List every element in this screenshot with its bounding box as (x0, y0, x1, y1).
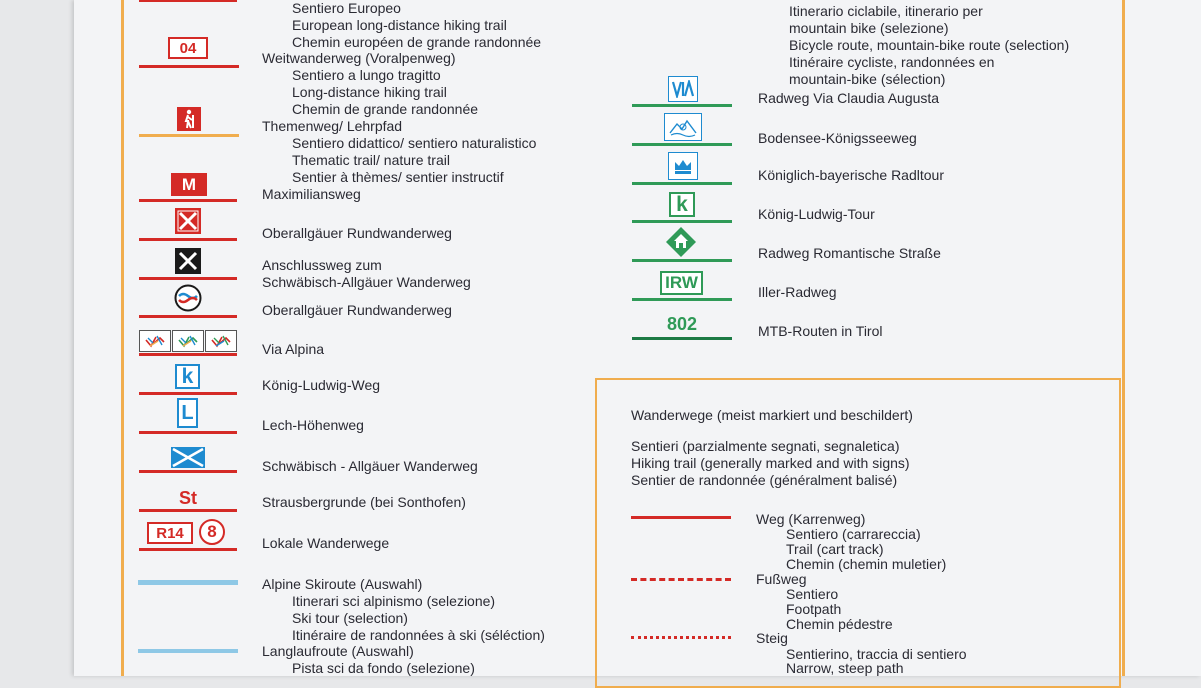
red-line (139, 0, 237, 2)
legend-text: Langlaufroute (Auswahl) (262, 643, 414, 659)
legend-text: Fußweg (756, 571, 807, 587)
legend-text: Strausbergrunde (bei Sonthofen) (262, 494, 466, 510)
legend-text: Itinerari sci alpinismo (selezione) (292, 593, 496, 609)
hiker-icon (177, 107, 201, 131)
green-line (632, 337, 732, 340)
legend-text: MTB-Routen in Tirol (758, 323, 883, 339)
legend-text: Sentiero (carrareccia) (786, 526, 921, 542)
blue-cross-icon (171, 447, 205, 468)
legend-text: Itinéraire cycliste, randonnées en (789, 54, 995, 70)
legend-text: Narrow, steep path (786, 660, 904, 676)
legend-text: mountain-bike (sélection) (789, 71, 946, 87)
local-trail-8-badge: 8 (199, 519, 225, 545)
dotted-path-line (631, 636, 731, 639)
legend-text: Trail (cart track) (786, 541, 884, 557)
legend-text: mountain bike (selezione) (789, 20, 949, 36)
black-cross-icon (175, 248, 201, 274)
via-alpina-icon (172, 330, 204, 352)
ski-route-line (138, 580, 238, 585)
red-line (139, 277, 237, 280)
circle-wave-icon (174, 284, 202, 312)
green-line (632, 104, 732, 107)
bodensee-icon (664, 113, 702, 141)
legend-text: Lokale Wanderwege (262, 535, 390, 551)
red-line (139, 315, 237, 318)
legend-text: Anschlussweg zum (262, 257, 382, 273)
green-line (632, 220, 732, 223)
legend-text: Hiking trail (generally marked and with signs) (631, 455, 910, 471)
legend-text: Sentiero didattico/ sentiero naturalistico (292, 135, 537, 151)
koenig-ludwig-k-badge: k (669, 192, 695, 217)
crown-icon (668, 152, 698, 180)
legend-text: Weitwanderweg (Voralpenweg) (262, 50, 456, 66)
legend-text: Sentierino, traccia di sentiero (786, 646, 967, 662)
legend-text: Schwäbisch - Allgäuer Wanderweg (262, 458, 478, 474)
legend-text: Sentier de randonnée (généralment balisé) (631, 472, 898, 488)
legend-text: Bodensee-Königsseeweg (758, 130, 917, 146)
legend-text: Königlich-bayerische Radltour (758, 167, 944, 183)
legend-text: König-Ludwig-Weg (262, 377, 381, 393)
legend-text: Alpine Skiroute (Auswahl) (262, 576, 423, 592)
legend-text: Radweg Romantische Straße (758, 245, 941, 261)
solid-path-line (631, 516, 731, 519)
iller-radweg-badge: IRW (660, 271, 703, 295)
via-alpina-icon (205, 330, 237, 352)
local-trail-r14-badge: R14 (147, 522, 193, 544)
red-cross-icon (175, 208, 201, 234)
orange-line (139, 134, 239, 137)
strausberg-st-label: St (179, 487, 197, 508)
legend-text: Sentiero Europeo (292, 0, 401, 16)
dashed-path-line (631, 578, 731, 581)
legend-text: Chemin européen de grande randonnée (292, 34, 542, 50)
legend-text: Lech-Höhenweg (262, 417, 364, 433)
romantic-road-icon (664, 226, 698, 258)
legend-text: Pista sci da fondo (selezione) (292, 660, 475, 676)
legend-text: Iller-Radweg (758, 284, 837, 300)
legend-text: Itinerario ciclabile, itinerario per (789, 3, 983, 19)
legend-frame-left (121, 0, 124, 676)
legend-text: Sentier à thèmes/ sentier instructif (292, 169, 504, 185)
legend-text: Via Alpina (262, 341, 325, 357)
via-alpina-icon (139, 330, 171, 352)
trail-04-badge: 04 (168, 37, 208, 59)
legend-text: Sentiero a lungo tragitto (292, 67, 441, 83)
maximiliansweg-badge: M (171, 173, 207, 196)
legend-text: Bicycle route, mountain-bike route (selection) (789, 37, 1070, 53)
legend-text: Footpath (786, 601, 842, 617)
legend-frame-right (1122, 0, 1125, 676)
red-line (139, 238, 237, 241)
legend-text: Chemin de grande randonnée (292, 101, 479, 117)
legend-text: Chemin (chemin muletier) (786, 556, 947, 572)
green-line (632, 143, 732, 146)
legend-text: Thematic trail/ nature trail (292, 152, 450, 168)
legend-text: Themenweg/ Lehrpfad (262, 118, 403, 134)
legend-text: Chemin pédestre (786, 616, 893, 632)
koenig-ludwig-k-badge: k (175, 364, 200, 389)
red-line (139, 470, 237, 473)
box-heading: Wanderwege (meist markiert und beschildert) (631, 407, 913, 423)
legend-text: Itinéraire de randonnées à ski (séléction) (292, 627, 545, 643)
legend-text: Ski tour (selection) (292, 610, 408, 626)
red-line (139, 548, 237, 551)
legend-text: König-Ludwig-Tour (758, 206, 875, 222)
green-line (632, 259, 732, 262)
via-claudia-icon (668, 76, 698, 102)
legend-text: Maximiliansweg (262, 186, 361, 202)
legend-text: Steig (756, 630, 788, 646)
red-line (139, 392, 237, 395)
green-line (632, 182, 732, 185)
legend-text: Sentiero (786, 586, 839, 602)
ski-route-line (138, 649, 238, 653)
green-line (632, 298, 732, 301)
legend-text: Weg (Karrenweg) (756, 511, 866, 527)
legend-text: Oberallgäuer Rundwanderweg (262, 225, 452, 241)
legend-text: Radweg Via Claudia Augusta (758, 90, 940, 106)
red-line (139, 509, 237, 512)
legend-text: Schwäbisch-Allgäuer Wanderweg (262, 274, 471, 290)
red-line (139, 199, 237, 202)
lech-hoehenweg-badge: L (177, 398, 198, 428)
red-line (139, 353, 237, 356)
legend-text: Long-distance hiking trail (292, 84, 447, 100)
legend-text: Oberallgäuer Rundwanderweg (262, 302, 452, 318)
legend-text: Sentieri (parzialmente segnati, segnaletica) (631, 438, 900, 454)
red-line (139, 65, 239, 68)
legend-text: European long-distance hiking trail (292, 17, 507, 33)
red-line (139, 431, 237, 434)
mtb-802-label: 802 (666, 313, 698, 334)
